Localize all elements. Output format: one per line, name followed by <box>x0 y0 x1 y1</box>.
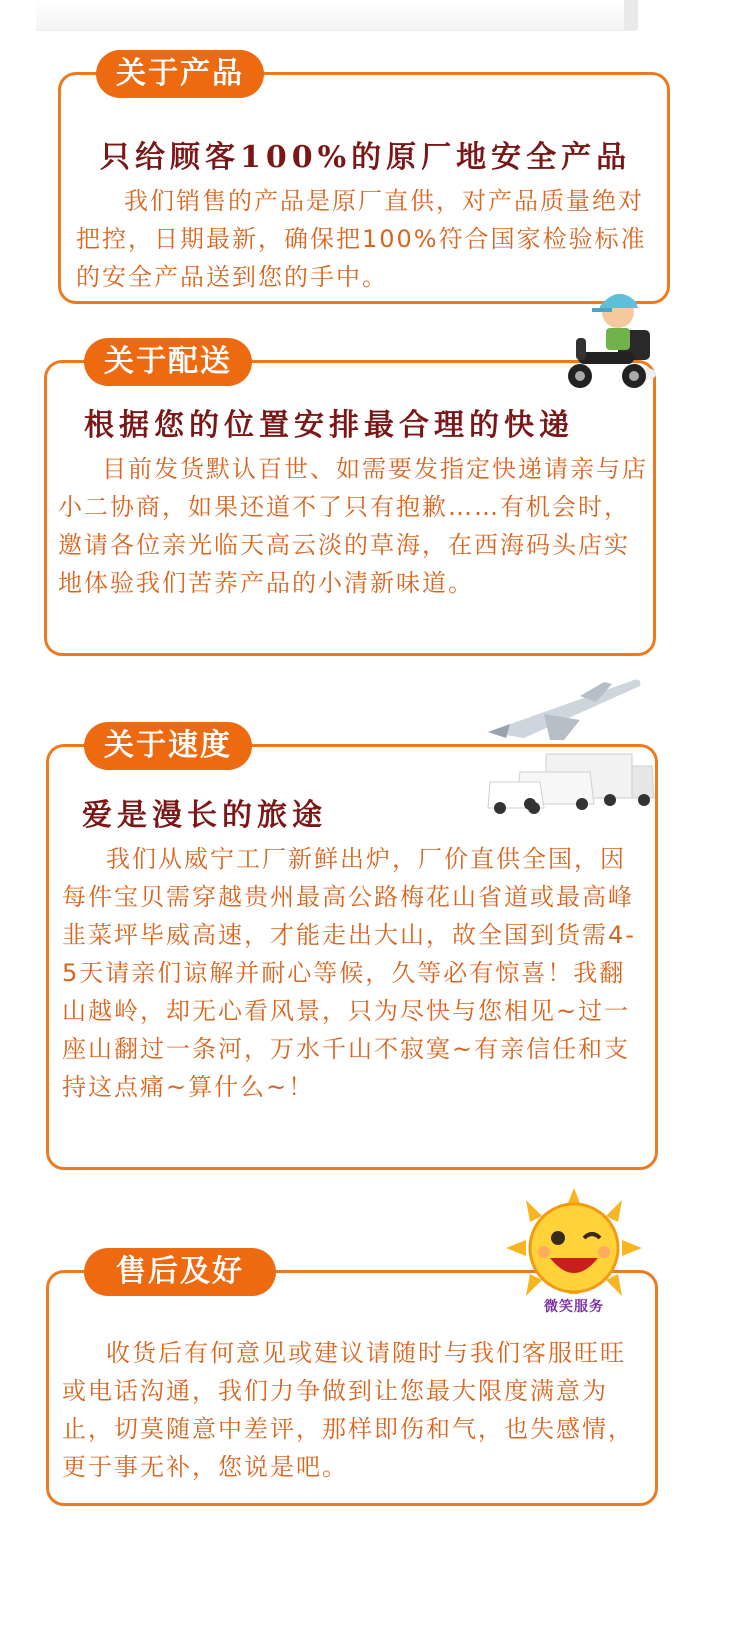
aftersale-body: 收货后有何意见或建议请随时与我们客服旺旺或电话沟通，我们力争做到让您最大限度满意为止，切莫随意中差评，那样即伤和气，也失感情，更于事无补，您说是吧。 <box>62 1339 634 1481</box>
delivery-body: 目前发货默认百世、如需要发指定快递请亲与店小二协商，如果还道不了只有抱歉……有机会时，邀请各位亲光临天高云淡的草海，在西海码头店实地体验我们苦荞产品的小清新味道。 <box>58 455 648 597</box>
delivery-tag: 关于配送 <box>84 338 252 386</box>
product-tag: 关于产品 <box>96 50 264 98</box>
top-strip-edge <box>624 0 638 30</box>
top-strip <box>36 0 636 31</box>
speed-body: 我们从威宁工厂新鲜出炉，厂价直供全国，因每件宝贝需穿越贵州最高公路梅花山省道或最高峰韭菜坪毕威高速，才能走出大山，故全国到货需4-5天请亲们谅解并耐心等候，久等必有惊喜！我翻山越岭，却无心看风景，只为尽快与您相见~过一座山翻过一条河，万水千山不寂寞~有亲信任和支持这点痛~算什么~！ <box>62 845 636 1101</box>
aftersale-tag: 售后及好评 <box>84 1248 276 1296</box>
product-headline: 只给顾客100%的原厂地安全产品 <box>100 140 632 175</box>
smile-service-badge: 微笑服务 <box>544 1299 604 1315</box>
speed-tag: 关于速度 <box>84 722 252 770</box>
delivery-trucks-icon <box>486 744 656 816</box>
speed-headline: 爱是漫长的旅途 <box>82 798 327 833</box>
scooter-courier-icon <box>556 282 666 394</box>
product-body: 我们销售的产品是原厂直供，对产品质量绝对把控，日期最新，确保把100%符合国家检验标准的安全产品送到您的手中。 <box>76 187 647 291</box>
delivery-headline: 根据您的位置安排最合理的快递 <box>84 408 574 443</box>
airplane-icon <box>484 676 644 746</box>
